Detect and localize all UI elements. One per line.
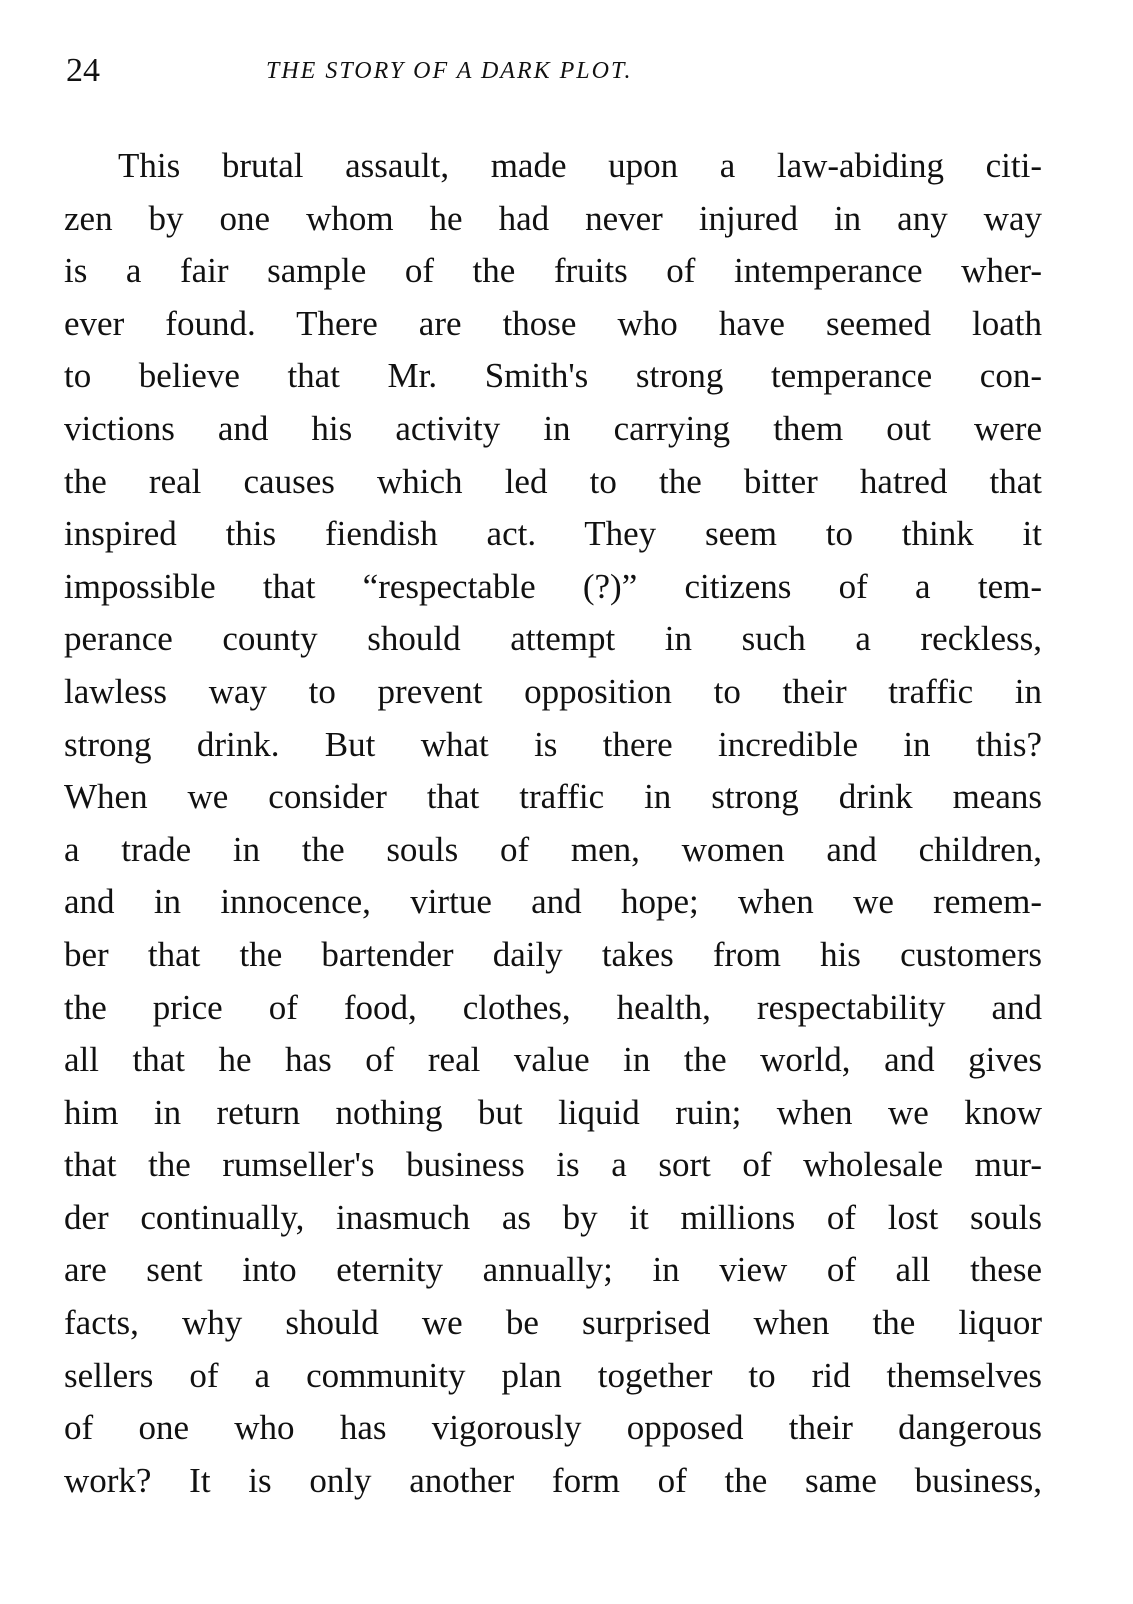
text-line: [64, 1455, 1042, 1508]
text-line-content: der continually, inasmuch as by it millions of lost souls: [64, 1197, 1042, 1237]
running-title: THE STORY OF A DARK PLOT.: [266, 58, 633, 84]
text-line-content: perance county should attempt in such a reckless,: [64, 619, 1042, 659]
text-line: [64, 1244, 1042, 1297]
text-line: [64, 929, 1042, 982]
text-line-content: all that he has of real value in the world, and gives: [64, 1040, 1042, 1080]
text-line: [64, 298, 1042, 351]
text-line-content: This brutal assault, made upon a law-abiding citi-: [118, 146, 1042, 185]
text-line: [64, 1087, 1042, 1140]
text-line: [64, 1192, 1042, 1245]
text-line-content: to believe that Mr. Smith's strong temperance con-: [64, 356, 1042, 396]
text-line: [64, 876, 1042, 929]
text-line-content: him in return nothing but liquid ruin; when we know: [64, 1092, 1042, 1132]
text-line: [64, 403, 1042, 456]
page-header: [66, 52, 846, 98]
text-line-content: zen by one whom he had never injured in any way: [64, 198, 1042, 238]
text-line-content: sellers of a community plan together to rid themselves: [64, 1355, 1042, 1395]
text-line: [64, 350, 1042, 403]
text-line-content: impossible that “respectable (?)” citizens of a tem-: [64, 566, 1042, 606]
text-line-content: are sent into eternity annually; in view of all these: [64, 1250, 1042, 1290]
text-line-content: of one who has vigorously opposed their dangerous: [64, 1408, 1042, 1448]
text-line: [64, 140, 1042, 193]
text-line: [64, 508, 1042, 561]
text-line: [64, 613, 1042, 666]
text-line: [64, 771, 1042, 824]
text-line: [64, 1139, 1042, 1192]
text-line-content: a trade in the souls of men, women and children,: [64, 829, 1042, 869]
text-line-content: victions and his activity in carrying them out were: [64, 408, 1042, 448]
text-line: [64, 1402, 1042, 1455]
text-line-content: inspired this fiendish act. They seem to think it: [64, 514, 1042, 554]
text-line-content: facts, why should we be surprised when the liquor: [64, 1303, 1042, 1343]
text-line: [64, 719, 1042, 772]
text-line: [64, 1297, 1042, 1350]
text-line-content: lawless way to prevent opposition to their traffic in: [64, 671, 1042, 711]
text-line-content: ber that the bartender daily takes from his customers: [64, 934, 1042, 974]
text-line: [64, 1034, 1042, 1087]
text-line: [64, 193, 1042, 246]
text-line: [64, 1350, 1042, 1403]
page-number: 24: [66, 52, 100, 89]
text-line-content: is a fair sample of the fruits of intemperance wher-: [64, 251, 1042, 291]
text-line: [64, 245, 1042, 298]
text-line: [64, 456, 1042, 509]
text-line: [64, 561, 1042, 614]
text-line-content: and in innocence, virtue and hope; when we remem-: [64, 882, 1042, 922]
text-line-content: When we consider that traffic in strong drink means: [64, 777, 1042, 817]
text-line-content: strong drink. But what is there incredible in this?: [64, 724, 1042, 764]
text-line: [64, 982, 1042, 1035]
text-line-content: the price of food, clothes, health, respectability and: [64, 987, 1042, 1027]
text-line-content: ever found. There are those who have seemed loath: [64, 303, 1042, 343]
text-line: [64, 666, 1042, 719]
text-line: [64, 824, 1042, 877]
text-line-content: the real causes which led to the bitter hatred that: [64, 461, 1042, 501]
text-line-content: that the rumseller's business is a sort of wholesale mur-: [64, 1145, 1042, 1185]
body-text: [64, 140, 1042, 1507]
text-line-content: work? It is only another form of the same business,: [64, 1460, 1042, 1500]
